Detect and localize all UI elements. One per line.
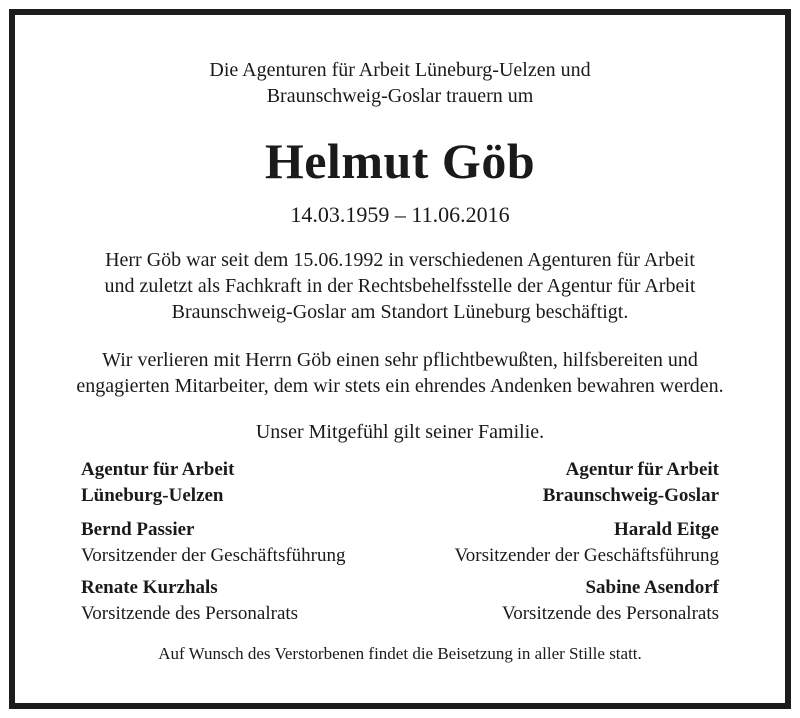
intro-text — [15, 57, 785, 109]
right-org-line-2: Braunschweig-Goslar — [542, 485, 719, 506]
left-organization — [81, 457, 234, 509]
right-signatory-2 — [502, 575, 719, 627]
career-line-1: Herr Göb war seit dem 15.06.1992 in verschiedenen Agenturen für Arbeit — [105, 249, 695, 271]
tribute-line-2: engagierten Mitarbeiter, dem wir stets ein ehrendes Andenken bewahren werden. — [76, 375, 724, 397]
life-dates: 14.03.1959 – 11.06.2016 — [290, 202, 510, 227]
obituary-notice — [9, 9, 791, 709]
left-signatory-2-role: Vorsitzende des Personalrats — [81, 603, 299, 624]
tribute-line-1: Wir verlieren mit Herrn Göb einen sehr pflichtbewußten, hilfsbereiten und — [102, 349, 698, 371]
career-line-2: und zuletzt als Fachkraft in der Rechtsbehelfsstelle der Agentur für Arbeit — [104, 275, 696, 297]
right-signatory-2-role: Vorsitzende des Personalrats — [501, 603, 719, 624]
intro-line-2: Braunschweig-Goslar trauern um — [266, 85, 534, 107]
right-signatory-1-role: Vorsitzender der Geschäftsführung — [454, 545, 719, 566]
tribute-paragraph — [15, 347, 785, 399]
burial-note: Auf Wunsch des Verstorbenen findet die Beisetzung in aller Stille statt. — [158, 644, 642, 663]
intro-line-1: Die Agenturen für Arbeit Lüneburg-Uelzen und — [209, 59, 591, 81]
left-signatory-1 — [81, 517, 346, 569]
left-signatory-2 — [81, 575, 298, 627]
left-signatory-1-name: Bernd Passier — [81, 519, 195, 540]
career-paragraph — [15, 247, 785, 325]
left-org-line-1: Agentur für Arbeit — [81, 459, 235, 480]
condolence-line: Unser Mitgefühl gilt seiner Familie. — [255, 421, 545, 443]
right-org-line-1: Agentur für Arbeit — [565, 459, 719, 480]
left-signatory-1-role: Vorsitzender der Geschäftsführung — [81, 545, 346, 566]
left-org-line-2: Lüneburg-Uelzen — [81, 485, 224, 506]
career-line-3: Braunschweig-Goslar am Standort Lüneburg beschäftigt. — [171, 301, 629, 323]
right-signatory-2-name: Sabine Asendorf — [585, 577, 719, 598]
left-signatory-2-name: Renate Kurzhals — [81, 577, 218, 598]
right-signatory-1-name: Harald Eitge — [613, 519, 719, 540]
right-organization — [543, 457, 719, 509]
deceased-name: Helmut Göb — [264, 133, 536, 189]
right-signatory-1 — [454, 517, 719, 569]
